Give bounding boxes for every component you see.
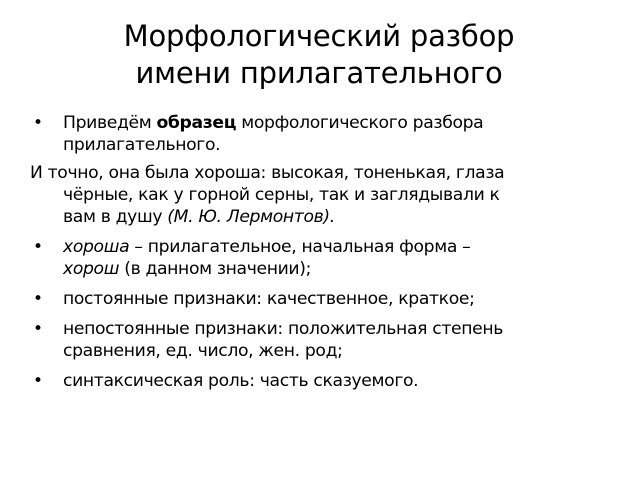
analysis-item-1 (30, 236, 615, 280)
bullet-marker: • (33, 319, 43, 339)
example-line-2: чёрные, как у горной серны, так и заглядывали к (63, 185, 500, 205)
example-line-3: вам в душу (63, 207, 168, 227)
item1-initial-form: хорош (63, 259, 120, 279)
item1-text: – прилагательное, начальная форма – (129, 237, 471, 257)
analysis-item-4 (30, 370, 615, 392)
title-line-1: Морфологический разбор (123, 19, 515, 53)
example-quote (30, 162, 615, 228)
bullet-marker: • (33, 371, 43, 391)
bullet-marker: • (33, 237, 43, 257)
item1-word: хороша (63, 237, 130, 257)
item3-line-2: сравнения, ед. число, жен. род; (63, 341, 343, 361)
analysis-item-3 (30, 318, 615, 362)
analysis-item-2 (30, 288, 615, 310)
bullet-marker: • (33, 113, 43, 133)
intro-bullet (30, 112, 615, 156)
item4-text: синтаксическая роль: часть сказуемого. (63, 371, 419, 391)
example-author: (М. Ю. Лермонтов). (167, 207, 335, 227)
item1-text-2: (в данном значении); (119, 259, 312, 279)
slide-body (30, 112, 615, 392)
bullet-marker: • (33, 289, 43, 309)
intro-bold: образец (156, 113, 237, 133)
item2-text: постоянные признаки: качественное, краткое; (63, 289, 475, 309)
slide-title (0, 18, 638, 92)
item3-line-1: непостоянные признаки: положительная степень (63, 319, 503, 339)
example-line-1: И точно, она была хороша: высокая, тоненькая, глаза (30, 163, 505, 183)
intro-text-1: Приведём (63, 113, 157, 133)
intro-text-2: морфологического разбора (236, 113, 484, 133)
intro-line-2: прилагательного. (63, 135, 221, 155)
title-line-2: имени прилагательного (135, 56, 503, 90)
